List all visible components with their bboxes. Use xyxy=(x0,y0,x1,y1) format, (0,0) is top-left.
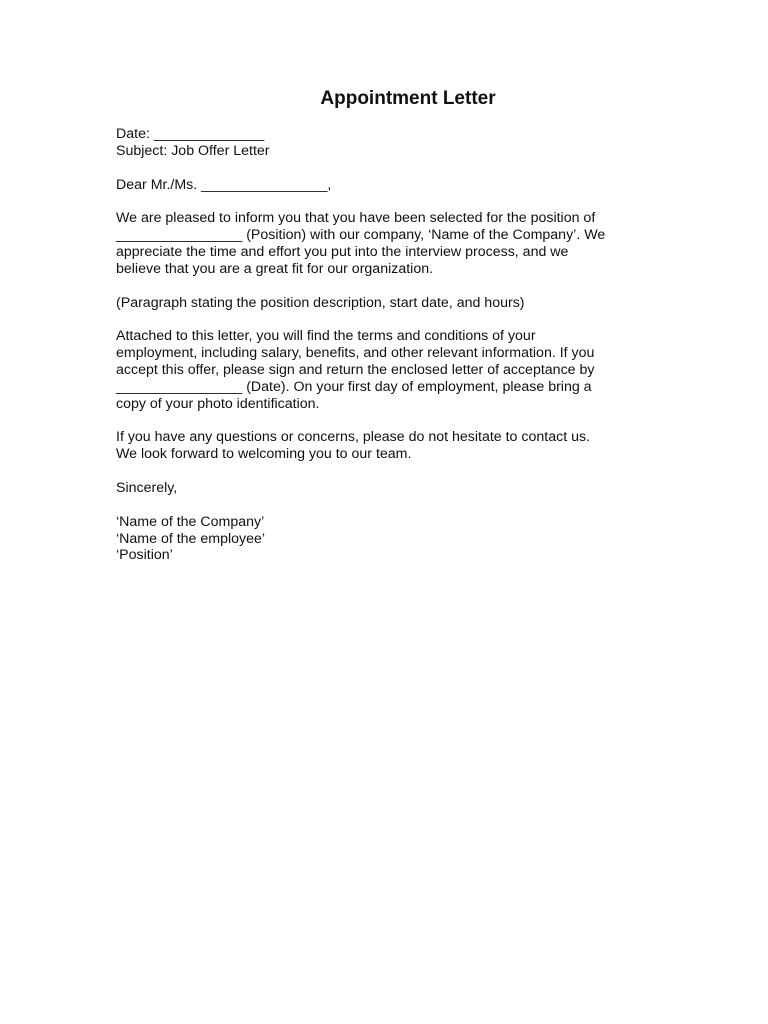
paragraph-2: (Paragraph stating the position description, start date, and hours) xyxy=(116,294,525,311)
paragraph-gap xyxy=(116,160,656,177)
paragraph-gap xyxy=(116,463,656,480)
signature-employee: ‘Name of the employee’ xyxy=(116,530,266,547)
paragraph-1-line-2: ________________ (Position) with our company, ‘Name of the Company’. We xyxy=(116,227,606,244)
paragraph-gap xyxy=(116,193,656,210)
document-title: Appointment Letter xyxy=(320,88,496,109)
paragraph-3-line-1: Attached to this letter, you will find the terms and conditions of your xyxy=(116,328,536,345)
letter-body xyxy=(116,126,656,564)
paragraph-1-line-4: believe that you are a great fit for our organization. xyxy=(116,260,434,277)
salutation: Dear Mr./Ms. ________________, xyxy=(116,176,332,193)
paragraph-gap xyxy=(116,497,656,514)
closing: Sincerely, xyxy=(116,479,178,496)
paragraph-gap xyxy=(116,412,656,429)
date-line: Date: ______________ xyxy=(116,126,265,142)
paragraph-3-line-4: ________________ (Date). On your first day of employment, please bring a xyxy=(116,378,592,395)
paragraph-3-line-2: employment, including salary, benefits, and other relevant information. If you xyxy=(116,345,595,362)
signature-position: ‘Position’ xyxy=(116,547,173,564)
paragraph-gap xyxy=(116,278,656,295)
paragraph-1-line-1: We are pleased to inform you that you have been selected for the position of xyxy=(116,210,596,227)
subject-line: Subject: Job Offer Letter xyxy=(116,142,270,159)
signature-company: ‘Name of the Company’ xyxy=(116,513,265,530)
paragraph-3-line-3: accept this offer, please sign and return the enclosed letter of acceptance by xyxy=(116,361,595,378)
paragraph-4-line-1: If you have any questions or concerns, please do not hesitate to contact us. xyxy=(116,429,590,446)
paragraph-1-line-3: appreciate the time and effort you put into the interview process, and we xyxy=(116,243,569,260)
paragraph-3-line-5: copy of your photo identification. xyxy=(116,395,320,412)
paragraph-gap xyxy=(116,311,656,328)
paragraph-4-line-2: We look forward to welcoming you to our team. xyxy=(116,446,412,463)
